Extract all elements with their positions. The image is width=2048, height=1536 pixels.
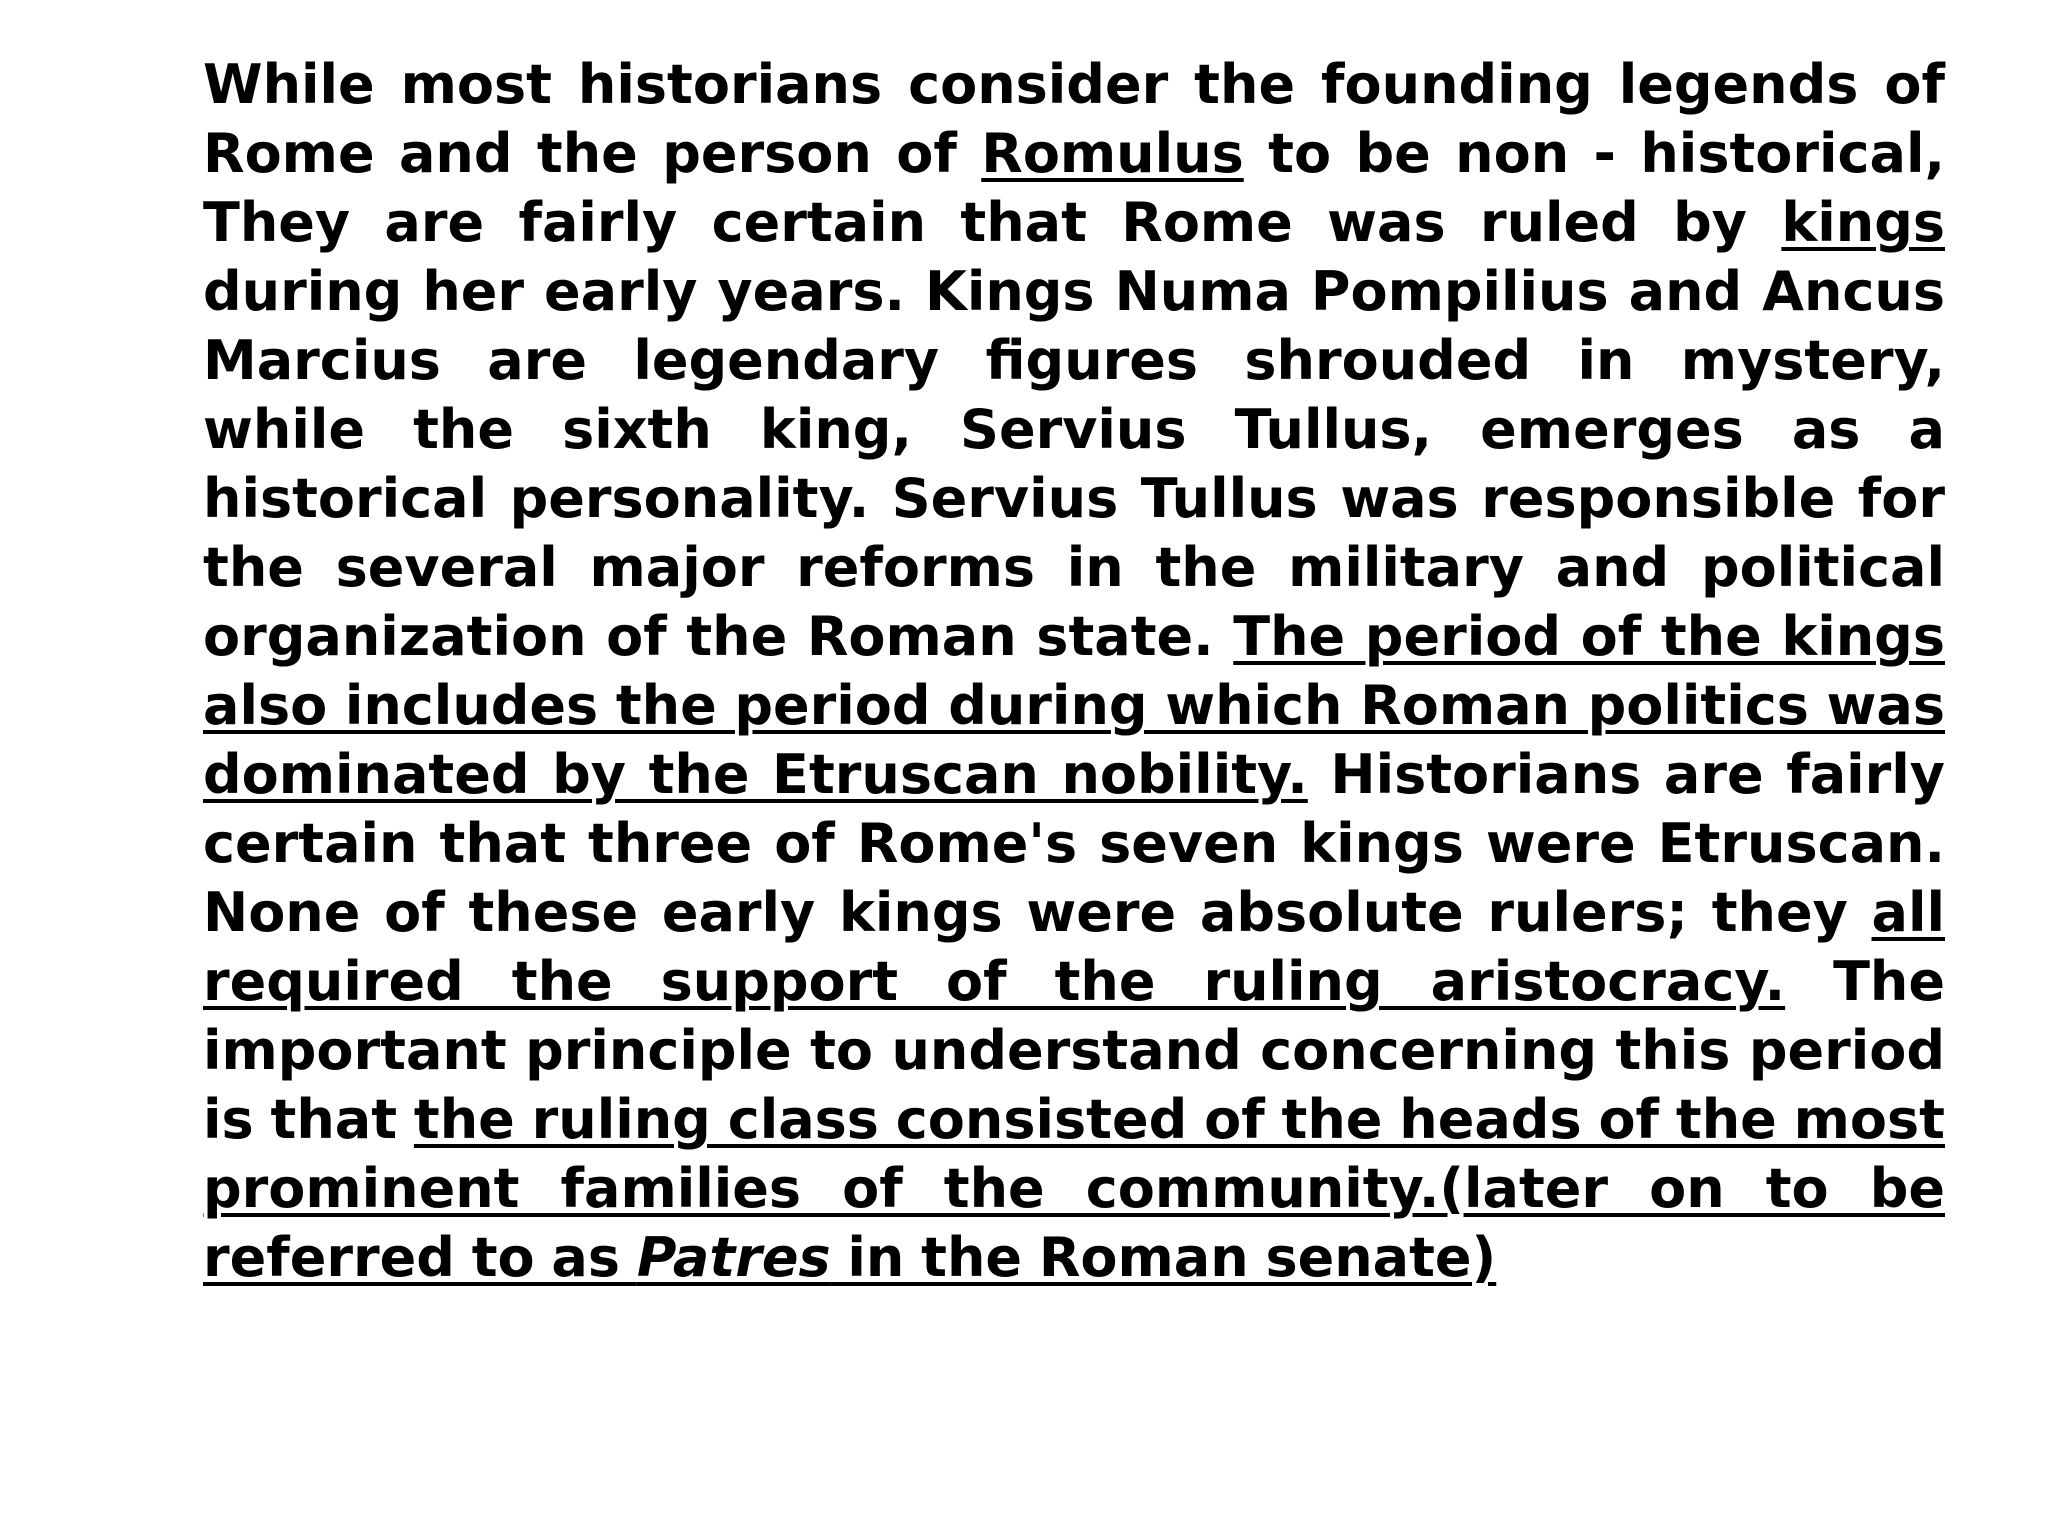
body-paragraph (203, 50, 1945, 1292)
text-segment: The important principle to understand concerning this period is that (203, 950, 1945, 1151)
text-segment: to be non - historical, They are fairly certain that Rome was ruled by (203, 122, 1945, 254)
underlined-term-kings: kings (1781, 191, 1945, 254)
underlined-phrase-ruling-class (203, 1088, 1945, 1289)
underlined-phrase-aristocracy: all required the support of the ruling aristocracy. (203, 881, 1945, 1013)
ruling-class-text-end: in the Roman senate) (830, 1226, 1497, 1289)
text-segment: Historians are fairly certain that three of Rome's seven kings were Etruscan. None of these early kings were absolute rulers; they (203, 743, 1945, 944)
text-segment: during her early years. Kings Numa Pompilius and Ancus Marcius are legendary figures shrouded in mystery, while the sixth king, Servius Tullus, emerges as a historical personality. Servius Tullus was responsible for the several major reforms in the military and political organization of the Roman state. (203, 260, 1945, 668)
italic-term-patres: Patres (636, 1226, 831, 1289)
underlined-term-romulus: Romulus (981, 122, 1244, 185)
ruling-class-text: the ruling class consisted of the heads of the most prominent families of the community.(later on to be referred to as (203, 1088, 1945, 1289)
underlined-sentence-etruscan-period: The period of the kings also includes the period during which Roman politics was dominated by the Etruscan nobility. (203, 605, 1945, 806)
text-segment: While most historians consider the founding legends of Rome and the person of (203, 53, 1945, 185)
